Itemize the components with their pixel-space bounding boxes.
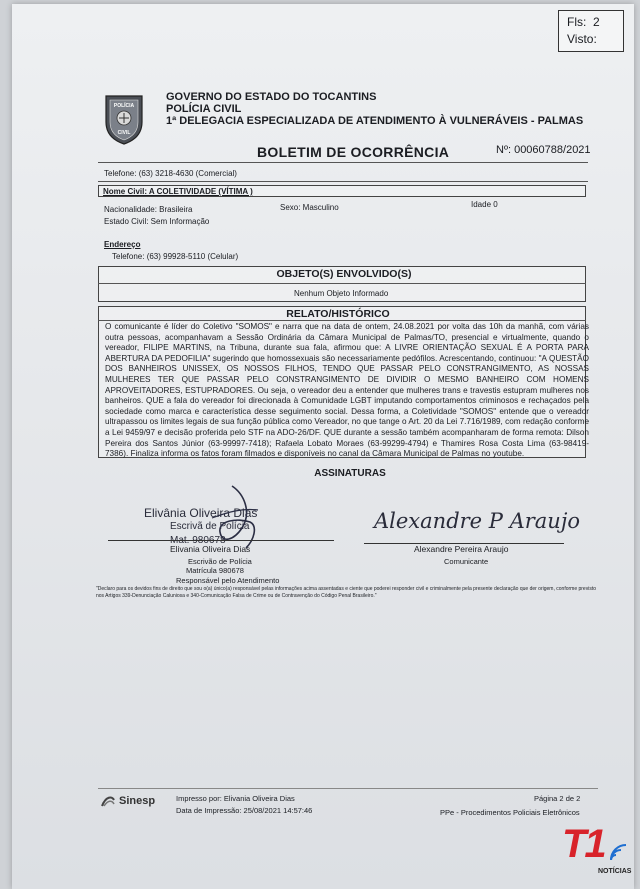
header-line-2: POLÍCIA CIVIL — [166, 103, 242, 115]
divider — [98, 320, 586, 321]
policia-civil-badge-icon — [102, 92, 146, 146]
divider — [98, 181, 588, 182]
left-signer-mat: Matrícula 980678 — [186, 566, 244, 575]
header-line-3: 1ª DELEGACIA ESPECIALIZADA DE ATENDIMENTO À VULNERÁVEIS - PALMAS — [166, 115, 584, 127]
legal-declaration: "Declaro para os devidos fins de direito que sou o(a) único(a) responsável pelas informações acima assentadas e ciente que poderei responder civil e criminalmente pela presente declaração que der origem, conforme previsto nos Artigos 339-Denunciação Caluniosa e 340-Comunicação Falsa de Crime ou de Contravenção do Código Penal Brasileiro." — [96, 586, 596, 599]
right-signer-caption: Comunicante — [444, 557, 489, 566]
left-signer-role: Escrivão de Polícia — [188, 557, 252, 566]
right-signature: Alexandre P Araujo — [374, 509, 580, 533]
print-date: Data de Impressão: 25/08/2021 14:57:46 — [176, 806, 313, 815]
left-signature-line — [108, 540, 334, 541]
t1-brand: T1 — [562, 822, 605, 866]
badge-top-text: POLÍCIA — [113, 103, 135, 109]
right-signer-name: Alexandre Pereira Araujo — [414, 544, 509, 554]
contact-phone: Telefone: (63) 3218-4630 (Comercial) — [104, 169, 237, 178]
broadcast-waves-icon — [608, 842, 630, 864]
badge-bottom-text: CIVIL — [117, 130, 131, 136]
system-name: PPe - Procedimentos Policiais Eletrônicos — [440, 808, 580, 817]
victim-nationality: Nacionalidade: Brasileira — [104, 205, 193, 214]
sinesp-logo — [100, 794, 155, 808]
left-signer-caption: Responsável pelo Atendimento — [176, 576, 280, 585]
document-number: Nº: 00060788/2021 — [496, 144, 591, 156]
objects-title: OBJETO(S) ENVOLVIDO(S) — [276, 268, 412, 280]
t1-noticias-logo — [560, 818, 634, 882]
divider — [98, 162, 588, 163]
page-number: Página 2 de 2 — [534, 794, 581, 803]
victim-age: Idade 0 — [471, 200, 498, 209]
victim-civil-status: Estado Civil: Sem Informação — [104, 217, 210, 226]
folhas-value: 2 — [593, 15, 600, 29]
folhas-stamp-box — [558, 10, 624, 52]
divider — [98, 283, 586, 284]
left-signer-name: Elivania Oliveira Dias — [170, 544, 251, 554]
t1-sub: NOTÍCIAS — [598, 868, 632, 875]
sinesp-mark-icon — [100, 794, 116, 808]
signatures-title: ASSINATURAS — [314, 468, 386, 479]
document-page — [12, 4, 634, 889]
address-label: Endereço — [104, 240, 141, 249]
visto-label: Visto: — [567, 32, 597, 46]
victim-sex: Sexo: Masculino — [280, 203, 339, 212]
divider — [98, 788, 598, 789]
document-title: BOLETIM DE OCORRÊNCIA — [257, 144, 450, 160]
folhas-label: Fls: — [567, 15, 587, 29]
stamp-name: Elivânia Oliveira Dias — [144, 506, 258, 520]
institution-header — [166, 91, 583, 127]
report-text: O comunicante é líder do Coletivo "SOMOS" e narra que na data de ontem, 24.08.2021 por volta das 10h da manhã, com várias outra pessoas, acompanhavam a Sessão Ordinária da Câmara Municipal de Palmas/TO, presencial e virtualmente, quando o vereador, FILIPE MARTINS, na Tribuna, durante sua fala, afirmou que: A LIVRE ORIENTAÇÃO SEXUAL É A PORTA PARA ABERTURA DA PEDOFILIA" sugerindo que homossexuais são necessariamente pedófilos. Acrescentando, continuou: "A QUESTÃO DOS BANHEIROS UNISSEX, OS NOSSOS FILHOS, TENDO QUE PASSAR PELO CONSTRANGIMENTO, AS NOSSAS MULHERES TER QUE PASSAR PELO CONSTRANGIMENTO DE DIVIDIR O MESMO BANHEIRO COM HOMENS APROVEITADORES, ESTUPRADORES. Ou seja, o vereador deu a entender que mulheres trans e travestis estupram mulheres nos banheiros. QUE a fala do vereador foi direcionada à Comunidade LGBT imputando comportamentos criminosos e rechaçados pela sociedade como marca e característica desse seguimento social. Dessa forma, a Coletividade "SOMOS" entende que o vereador ultrapassou os limites legais de sua função pública como Vereador, no que tange o Art. 20 da Lei 7.716/1989, com redação conforme a Lei 9459/97 e decisão proferida pelo STF na ADO-26/DF. QUE durante a sessão também acompanharam de forma remota: Dilson Pereira dos Santos Júnior (63-99997-7418); Rafaela Lobato Moraes (63-99299-4794) e Thamires Rosa Costa Lima (63-98419-7386). Finaliza informa os fatos foram filmados e disponíveis no canal da Câmara Municipal de Palmas no youtube. — [105, 322, 589, 459]
sinesp-logo-text: Sinesp — [119, 795, 156, 807]
victim-phone: Telefone: (63) 99928-5110 (Celular) — [112, 252, 239, 261]
printed-by: Impresso por: Elivania Oliveira Dias — [176, 794, 295, 803]
victim-name: Nome Civil: A COLETIVIDADE (VÍTIMA ) — [103, 187, 253, 196]
objects-value: Nenhum Objeto Informado — [294, 289, 389, 298]
header-line-1: GOVERNO DO ESTADO DO TOCANTINS — [166, 91, 377, 103]
stamp-role: Escrivã de Polícia — [170, 521, 250, 532]
report-title: RELATO/HISTÓRICO — [286, 308, 390, 320]
victim-name-box — [98, 185, 586, 197]
